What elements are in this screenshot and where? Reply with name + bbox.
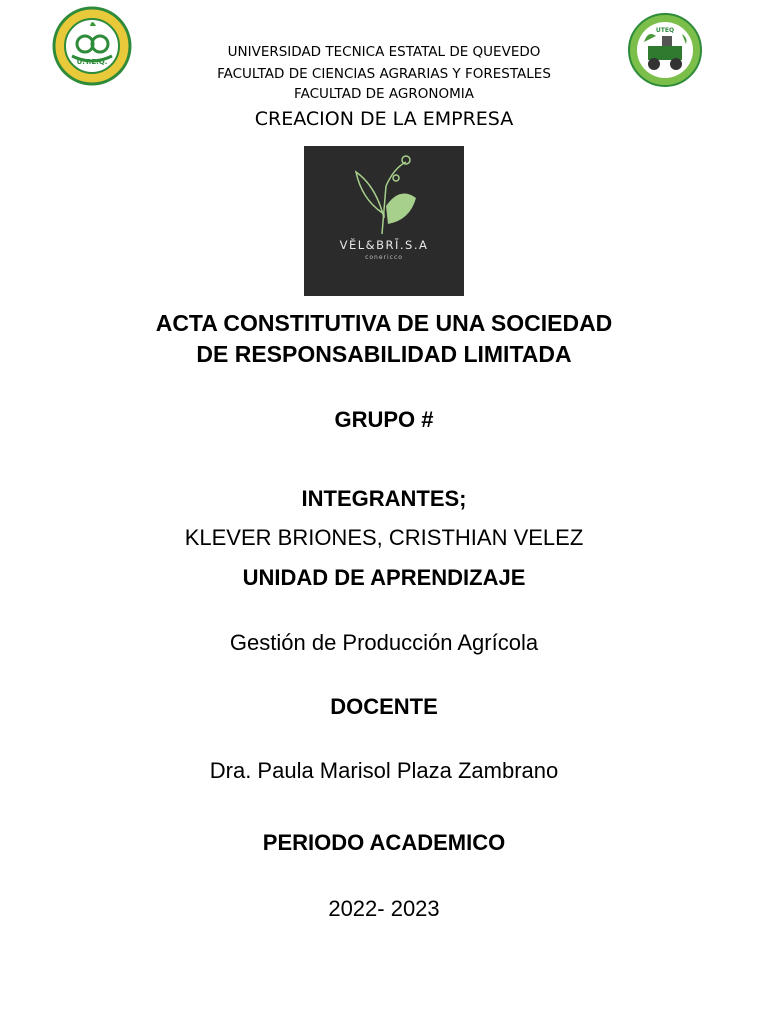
members-label: INTEGRANTES; [301, 486, 467, 511]
unit-label: UNIDAD DE APRENDIZAJE [242, 565, 526, 590]
document-title-line1: ACTA CONSTITUTIVA DE UNA SOCIEDAD [155, 310, 613, 336]
header-university: UNIVERSIDAD TECNICA ESTATAL DE QUEVEDO [227, 44, 541, 60]
header-subject: CREACION DE LA EMPRESA [254, 108, 514, 130]
logo-tagline: conericco [365, 254, 403, 261]
period-label: PERIODO ACADEMICO [262, 830, 506, 855]
plant-icon [304, 146, 464, 296]
seal-right-abbr: UTEQ [655, 27, 675, 34]
unit-name: Gestión de Producción Agrícola [229, 630, 539, 655]
seal-left-abbr: U.T.E.Q. [76, 58, 108, 66]
company-logo [304, 146, 464, 296]
header-agronomy: FACULTAD DE AGRONOMIA [294, 86, 474, 102]
logo-brand: VĔL&BRĪ.S.A [339, 238, 429, 252]
teacher-label: DOCENTE [330, 694, 438, 719]
teacher-name: Dra. Paula Marisol Plaza Zambrano [209, 758, 559, 783]
group-label: GRUPO # [334, 407, 434, 432]
header-faculty: FACULTAD DE CIENCIAS AGRARIAS Y FORESTALES [217, 66, 551, 82]
document-title-line2: DE RESPONSABILIDAD LIMITADA [196, 341, 572, 367]
period-value: 2022- 2023 [328, 896, 440, 921]
members-names: KLEVER BRIONES, CRISTHIAN VELEZ [184, 525, 584, 550]
